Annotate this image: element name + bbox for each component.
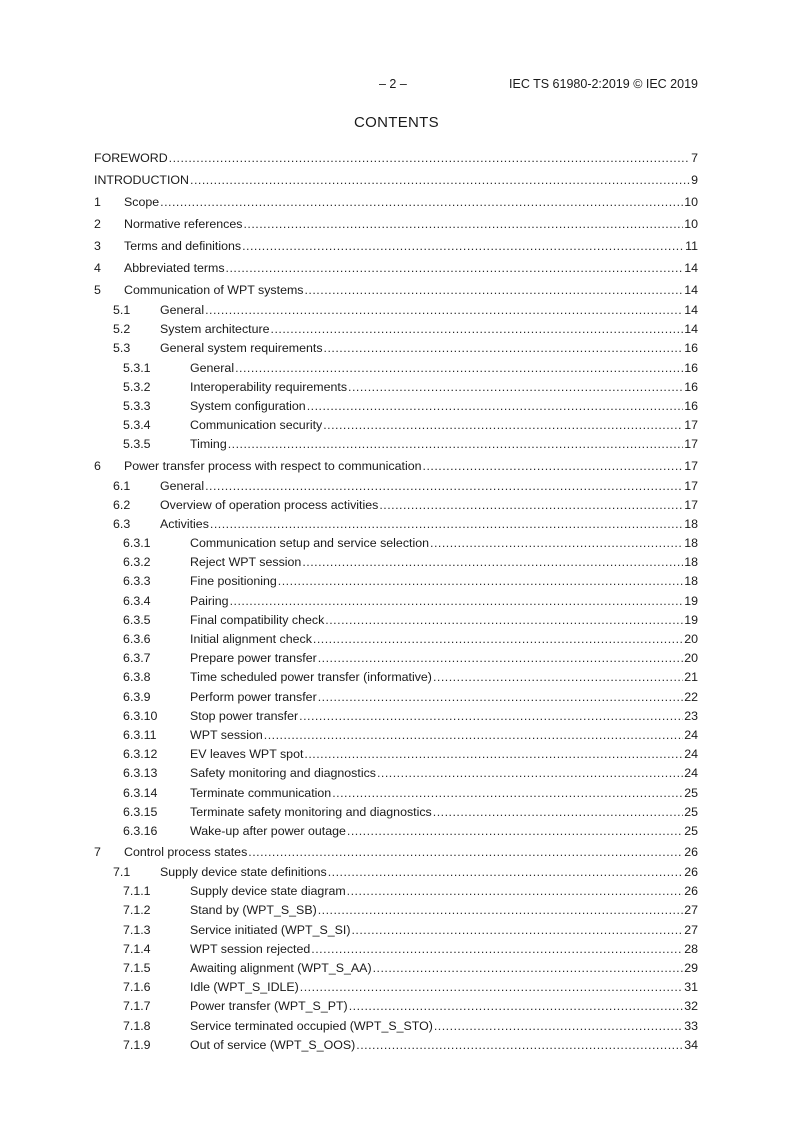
toc-entry-number: 7.1 bbox=[113, 865, 131, 880]
toc-entry-page: 17 bbox=[684, 437, 698, 452]
dot-leader bbox=[325, 611, 683, 630]
dot-leader bbox=[313, 630, 683, 649]
toc-entry-page: 29 bbox=[684, 961, 698, 975]
toc-entry-number: 7.1.4 bbox=[123, 941, 151, 956]
toc-entry-page: 26 bbox=[684, 865, 698, 880]
toc-entry-page: 10 bbox=[684, 195, 698, 209]
toc-entry-title: Perform power transfer bbox=[190, 689, 317, 704]
toc-entry-number: 2 bbox=[94, 217, 101, 231]
toc-entry-number: 7.1.2 bbox=[123, 903, 151, 918]
dot-leader bbox=[318, 901, 683, 920]
toc-entry[interactable] bbox=[94, 688, 698, 707]
toc-entry-title: Service initiated (WPT_S_SI) bbox=[190, 922, 351, 937]
dot-leader bbox=[351, 921, 683, 940]
toc-entry-number: 5.1 bbox=[113, 303, 131, 317]
dot-leader bbox=[299, 707, 683, 726]
toc-entry[interactable] bbox=[94, 1036, 698, 1055]
dot-leader bbox=[302, 553, 683, 572]
toc-entry-number: 5.2 bbox=[113, 322, 131, 337]
toc-entry-number: 6.3.6 bbox=[123, 632, 151, 646]
toc-entry[interactable] bbox=[94, 940, 698, 959]
toc-entry-number: 5.3 bbox=[113, 341, 131, 356]
toc-entry[interactable] bbox=[94, 707, 698, 726]
toc-entry-title: Prepare power transfer bbox=[190, 651, 317, 666]
toc-entry[interactable] bbox=[94, 378, 698, 397]
toc-entry-number: 6.3.16 bbox=[123, 823, 158, 838]
dot-leader bbox=[311, 940, 683, 959]
toc-entry[interactable] bbox=[94, 745, 698, 764]
dot-leader bbox=[377, 764, 683, 783]
toc-entry[interactable] bbox=[94, 477, 698, 496]
dot-leader bbox=[356, 1036, 683, 1055]
dot-leader bbox=[324, 339, 684, 358]
toc-entry[interactable] bbox=[94, 630, 698, 649]
toc-entry-number: 1 bbox=[94, 195, 101, 209]
toc-entry-number: 7.1.3 bbox=[123, 922, 151, 937]
dot-leader bbox=[379, 496, 683, 515]
toc-entry-title: Timing bbox=[190, 437, 227, 452]
toc-entry-page: 18 bbox=[684, 574, 698, 589]
toc-entry-page: 9 bbox=[691, 173, 698, 187]
toc-entry-number: 7.1.5 bbox=[123, 961, 151, 975]
dot-leader bbox=[243, 213, 683, 235]
toc-entry-page: 16 bbox=[684, 360, 698, 375]
toc-entry-title: WPT session bbox=[190, 727, 263, 742]
toc-entry-title: Time scheduled power transfer (informative) bbox=[190, 670, 432, 685]
toc-entry-title: Pairing bbox=[190, 593, 229, 608]
toc-entry[interactable] bbox=[94, 997, 698, 1016]
toc-entry-page: 25 bbox=[684, 823, 698, 838]
dot-leader bbox=[226, 257, 684, 279]
dot-leader bbox=[347, 822, 683, 841]
toc-entry-number: 6.3.2 bbox=[123, 555, 151, 570]
toc-entry-page: 24 bbox=[684, 727, 698, 742]
toc-entry-number: 6.3.8 bbox=[123, 670, 151, 685]
toc-entry-number: 7.1.1 bbox=[123, 884, 151, 899]
toc-entry-title: Terminate communication bbox=[190, 785, 332, 800]
dot-leader bbox=[248, 841, 683, 863]
toc-entry[interactable] bbox=[94, 416, 698, 435]
toc-entry[interactable] bbox=[94, 553, 698, 572]
table-of-contents bbox=[94, 147, 698, 1055]
toc-entry-title: General bbox=[160, 478, 205, 493]
toc-entry-number: 6.3.12 bbox=[123, 747, 158, 762]
toc-entry-page: 24 bbox=[684, 766, 698, 781]
toc-entry-page: 20 bbox=[684, 651, 698, 666]
toc-entry-title: EV leaves WPT spot bbox=[190, 747, 304, 762]
dot-leader bbox=[332, 784, 683, 803]
toc-entry[interactable] bbox=[94, 515, 698, 534]
toc-entry-number: 7.1.6 bbox=[123, 980, 151, 995]
standard-reference: IEC TS 61980-2:2019 © IEC 2019 bbox=[509, 77, 698, 91]
dot-leader bbox=[349, 997, 684, 1016]
dot-leader bbox=[278, 572, 683, 591]
toc-entry-page: 14 bbox=[684, 261, 698, 275]
toc-entry-page: 21 bbox=[684, 670, 698, 685]
toc-entry[interactable] bbox=[94, 572, 698, 591]
toc-entry-number: 6.3.10 bbox=[123, 708, 158, 723]
contents-title: CONTENTS bbox=[354, 114, 439, 131]
toc-entry[interactable] bbox=[94, 147, 698, 169]
toc-entry[interactable] bbox=[94, 359, 698, 378]
toc-entry-number: 5.3.5 bbox=[123, 437, 151, 452]
toc-entry-number: 7 bbox=[94, 845, 101, 860]
toc-entry-title: Fine positioning bbox=[190, 574, 277, 589]
dot-leader bbox=[205, 477, 683, 496]
toc-entry[interactable] bbox=[94, 649, 698, 668]
toc-entry-title: Reject WPT session bbox=[190, 555, 302, 570]
toc-entry-page: 18 bbox=[684, 516, 698, 531]
page-number: – 2 – bbox=[379, 77, 407, 91]
toc-entry-page: 27 bbox=[684, 922, 698, 937]
toc-entry-title: Stop power transfer bbox=[190, 708, 299, 723]
toc-entry-title: Stand by (WPT_S_SB) bbox=[190, 903, 317, 918]
toc-entry[interactable] bbox=[94, 169, 698, 191]
dot-leader bbox=[160, 191, 683, 213]
dot-leader bbox=[264, 726, 683, 745]
toc-entry-number: 6.3.4 bbox=[123, 593, 151, 608]
toc-entry[interactable] bbox=[94, 841, 698, 863]
toc-entry-title: Final compatibility check bbox=[190, 612, 325, 627]
toc-entry-title: Power transfer (WPT_S_PT) bbox=[190, 999, 348, 1014]
toc-entry[interactable] bbox=[94, 764, 698, 783]
toc-entry-page: 16 bbox=[684, 341, 698, 356]
toc-entry-number: 3 bbox=[94, 239, 101, 253]
toc-entry-page: 18 bbox=[684, 555, 698, 570]
toc-entry[interactable] bbox=[94, 534, 698, 553]
toc-entry-title: Activities bbox=[160, 516, 209, 531]
toc-entry-number: 4 bbox=[94, 261, 101, 275]
toc-entry[interactable] bbox=[94, 279, 698, 301]
toc-entry[interactable] bbox=[94, 435, 698, 454]
toc-entry-page: 25 bbox=[684, 804, 698, 819]
toc-entry-title: Communication of WPT systems bbox=[124, 283, 304, 297]
toc-entry[interactable] bbox=[94, 611, 698, 630]
dot-leader bbox=[434, 1017, 683, 1036]
toc-entry-page: 14 bbox=[684, 283, 698, 297]
dot-leader bbox=[373, 959, 684, 978]
dot-leader bbox=[318, 688, 684, 707]
toc-entry-page: 25 bbox=[684, 785, 698, 800]
toc-entry-page: 17 bbox=[684, 458, 698, 473]
dot-leader bbox=[348, 378, 683, 397]
dot-leader bbox=[328, 863, 684, 882]
toc-entry-number: 7.1.8 bbox=[123, 1018, 151, 1033]
dot-leader bbox=[304, 745, 683, 764]
toc-entry-title: Safety monitoring and diagnostics bbox=[190, 766, 376, 781]
toc-entry-page: 17 bbox=[684, 478, 698, 493]
toc-entry[interactable] bbox=[94, 882, 698, 901]
dot-leader bbox=[300, 978, 683, 997]
toc-entry[interactable] bbox=[94, 784, 698, 803]
toc-entry[interactable] bbox=[94, 668, 698, 687]
toc-entry-number: 6 bbox=[94, 458, 101, 473]
dot-leader bbox=[235, 359, 683, 378]
toc-entry-title: FOREWORD bbox=[94, 151, 168, 165]
toc-entry-page: 23 bbox=[684, 708, 698, 723]
toc-entry-number: 5.3.3 bbox=[123, 398, 151, 413]
toc-entry[interactable] bbox=[94, 592, 698, 611]
toc-entry-number: 6.3.9 bbox=[123, 689, 151, 704]
toc-entry[interactable] bbox=[94, 1017, 698, 1036]
toc-entry-page: 32 bbox=[684, 999, 698, 1014]
toc-entry[interactable] bbox=[94, 213, 698, 235]
toc-entry[interactable] bbox=[94, 901, 698, 920]
toc-entry-number: 6.3.14 bbox=[123, 785, 158, 800]
toc-entry[interactable] bbox=[94, 320, 698, 339]
toc-entry-number: 6.3.15 bbox=[123, 804, 158, 819]
toc-entry-title: Normative references bbox=[124, 217, 243, 231]
toc-entry-number: 6.3 bbox=[113, 516, 131, 531]
toc-entry-page: 11 bbox=[685, 239, 698, 253]
toc-entry[interactable] bbox=[94, 235, 698, 257]
toc-entry-page: 24 bbox=[684, 747, 698, 762]
dot-leader bbox=[210, 515, 683, 534]
toc-entry-number: 6.2 bbox=[113, 497, 131, 512]
toc-entry-number: 6.1 bbox=[113, 478, 131, 493]
toc-entry-title: Scope bbox=[124, 195, 160, 209]
toc-entry-title: System configuration bbox=[190, 398, 306, 413]
toc-entry-title: General system requirements bbox=[160, 341, 323, 356]
toc-entry[interactable] bbox=[94, 301, 698, 320]
toc-entry-title: Terminate safety monitoring and diagnostics bbox=[190, 804, 432, 819]
toc-entry[interactable] bbox=[94, 257, 698, 279]
toc-entry-number: 6.3.13 bbox=[123, 766, 158, 781]
toc-entry-page: 16 bbox=[684, 379, 698, 394]
toc-entry-title: Communication security bbox=[190, 418, 323, 433]
toc-entry-number: 6.3.5 bbox=[123, 612, 151, 627]
toc-entry-title: Control process states bbox=[124, 845, 248, 860]
toc-entry-number: 5 bbox=[94, 283, 101, 297]
dot-leader bbox=[271, 320, 684, 339]
toc-entry-page: 10 bbox=[684, 217, 698, 231]
dot-leader bbox=[230, 592, 684, 611]
toc-entry-title: Idle (WPT_S_IDLE) bbox=[190, 980, 299, 995]
toc-entry-title: Service terminated occupied (WPT_S_STO) bbox=[190, 1018, 433, 1033]
toc-entry-title: Supply device state diagram bbox=[190, 884, 346, 899]
toc-entry-title: Communication setup and service selection bbox=[190, 536, 429, 551]
toc-entry[interactable] bbox=[94, 726, 698, 745]
toc-entry-page: 26 bbox=[684, 845, 698, 860]
toc-entry-number: 7.1.9 bbox=[123, 1037, 151, 1052]
toc-entry[interactable] bbox=[94, 921, 698, 940]
toc-entry[interactable] bbox=[94, 959, 698, 978]
dot-leader bbox=[304, 279, 683, 301]
dot-leader bbox=[228, 435, 683, 454]
toc-entry-title: Power transfer process with respect to communication bbox=[124, 458, 422, 473]
toc-entry-number: 7.1.7 bbox=[123, 999, 151, 1014]
dot-leader bbox=[190, 169, 690, 191]
toc-entry-number: 6.3.7 bbox=[123, 651, 151, 666]
toc-entry-number: 6.3.1 bbox=[123, 536, 151, 551]
dot-leader bbox=[347, 882, 684, 901]
toc-entry-page: 27 bbox=[684, 903, 698, 918]
toc-entry-title: INTRODUCTION bbox=[94, 173, 189, 187]
toc-entry[interactable] bbox=[94, 191, 698, 213]
toc-entry-page: 7 bbox=[691, 151, 698, 165]
toc-entry-page: 26 bbox=[684, 884, 698, 899]
toc-entry-page: 17 bbox=[684, 418, 698, 433]
toc-entry-title: General bbox=[190, 360, 235, 375]
toc-entry[interactable] bbox=[94, 455, 698, 477]
toc-entry-title: Interoperability requirements bbox=[190, 379, 348, 394]
toc-entry-page: 14 bbox=[684, 322, 698, 337]
toc-entry-title: Supply device state definitions bbox=[160, 865, 327, 880]
toc-entry-page: 16 bbox=[684, 398, 698, 413]
toc-entry[interactable] bbox=[94, 339, 698, 358]
toc-entry-page: 22 bbox=[684, 689, 698, 704]
toc-entry-title: Awaiting alignment (WPT_S_AA) bbox=[190, 961, 372, 975]
dot-leader bbox=[205, 301, 683, 320]
dot-leader bbox=[318, 649, 683, 668]
toc-entry-title: Out of service (WPT_S_OOS) bbox=[190, 1037, 356, 1052]
toc-entry-page: 34 bbox=[684, 1037, 698, 1052]
dot-leader bbox=[323, 416, 683, 435]
toc-entry-title: WPT session rejected bbox=[190, 941, 311, 956]
dot-leader bbox=[423, 455, 684, 477]
toc-entry-page: 18 bbox=[684, 536, 698, 551]
toc-entry-title: Abbreviated terms bbox=[124, 261, 225, 275]
toc-entry-page: 17 bbox=[684, 497, 698, 512]
toc-entry[interactable] bbox=[94, 397, 698, 416]
toc-entry-page: 19 bbox=[684, 612, 698, 627]
dot-leader bbox=[430, 534, 683, 553]
toc-entry-page: 31 bbox=[684, 980, 698, 995]
dot-leader bbox=[169, 147, 690, 169]
toc-entry-number: 5.3.4 bbox=[123, 418, 151, 433]
toc-entry-title: Initial alignment check bbox=[190, 632, 312, 646]
toc-entry[interactable] bbox=[94, 803, 698, 822]
dot-leader bbox=[433, 668, 683, 687]
toc-entry-page: 19 bbox=[684, 593, 698, 608]
toc-entry-number: 6.3.11 bbox=[123, 727, 157, 742]
toc-entry-title: Overview of operation process activities bbox=[160, 497, 379, 512]
toc-entry[interactable] bbox=[94, 978, 698, 997]
toc-entry[interactable] bbox=[94, 496, 698, 515]
toc-entry-title: General bbox=[160, 303, 205, 317]
toc-entry-page: 20 bbox=[684, 632, 698, 646]
toc-entry[interactable] bbox=[94, 822, 698, 841]
toc-entry-title: Wake-up after power outage bbox=[190, 823, 346, 838]
dot-leader bbox=[433, 803, 683, 822]
toc-entry-number: 5.3.2 bbox=[123, 379, 151, 394]
toc-entry-page: 28 bbox=[684, 941, 698, 956]
dot-leader bbox=[242, 235, 684, 257]
toc-entry-page: 33 bbox=[684, 1018, 698, 1033]
toc-entry-title: System architecture bbox=[160, 322, 270, 337]
toc-entry-page: 14 bbox=[684, 303, 698, 317]
toc-entry-number: 5.3.1 bbox=[123, 360, 151, 375]
toc-entry-title: Terms and definitions bbox=[124, 239, 242, 253]
toc-entry[interactable] bbox=[94, 863, 698, 882]
dot-leader bbox=[307, 397, 684, 416]
toc-entry-number: 6.3.3 bbox=[123, 574, 151, 589]
